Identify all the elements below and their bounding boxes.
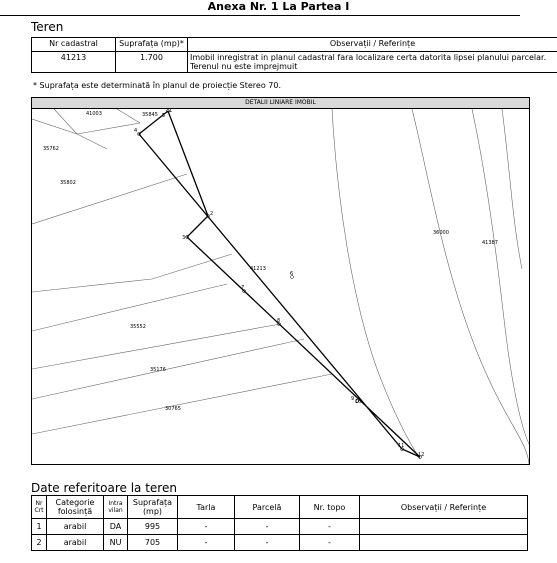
parcel-line [412,109,529,464]
map-header: DETALII LINIARE IMOBIL [31,97,530,109]
header-suprafata: Suprafața (mp)* [116,38,188,52]
vertex-label: 1 [169,108,173,114]
label-parcel-36000: 36000 [433,230,449,236]
label-parcel-41213: 41213 [250,266,266,272]
table-row [32,519,528,535]
title-rule [0,15,520,16]
parcel-line [332,109,420,459]
label-parcel-35845: 35845 [142,112,158,118]
vertex-label: 4 [134,128,138,134]
header-categorie: Categorie folosință [47,496,104,519]
label-parcel-41003: 41003 [86,111,102,117]
header-nr-crt: Nr Crt [32,496,47,519]
teren-table [31,37,557,73]
label-parcel-30765: 30765 [165,406,181,412]
label-parcel-35802: 35802 [60,180,76,186]
intravilan-cell: DA [104,519,128,535]
header-observatii: Observații / Referințe [360,496,528,519]
observatii-text-1: Imobil inregistrat in planul cadastral fara localizare certa datorita lipsei planului parcelar. [190,53,547,62]
parcel-line [32,324,280,369]
header-nr-topo: Nr. topo [300,496,360,519]
suprafata-cell: 1.700 [116,52,188,73]
nr-cell: 2 [32,535,47,551]
parcel-41213-boundary [139,108,420,457]
vertex-label: 6 [290,271,294,277]
parcel-line [32,339,304,399]
intravilan-cell: NU [104,535,128,551]
vertex-label: 7 [241,285,245,291]
teren-section-title: Teren [31,20,64,34]
categorie-cell: arabil [47,535,104,551]
header-tarla: Tarla [178,496,235,519]
parcel-line [32,174,187,224]
date-referitoare-title: Date referitoare la teren [31,481,177,495]
header-suprafata: Suprafața (mp) [128,496,178,519]
observatii-cell [360,535,528,551]
parcela-cell: - [235,535,300,551]
map-drawing [32,109,529,464]
label-parcel-35176: 35176 [150,367,166,373]
vertex-label: 8 [277,318,281,324]
suprafata-cell: 995 [128,519,178,535]
label-parcel-35762: 35762 [43,146,59,152]
suprafata-note: * Suprafața este determinată în planul de proiecție Stereo 70. [33,81,282,90]
parcel-line [502,109,522,269]
parcel-line [32,254,232,292]
vertex-label: 10 [355,399,362,405]
cadastral-map [31,108,530,465]
label-parcel-41387: 41387 [482,240,498,246]
teren-row [32,52,557,73]
table-row [32,535,528,551]
page-title: Anexa Nr. 1 La Partea I [207,0,350,13]
nr-cell: 1 [32,519,47,535]
categorie-cell: arabil [47,519,104,535]
header-intravilan: Intra vilan [104,496,128,519]
header-nr-cadastral: Nr cadastral [32,38,116,52]
tarla-cell: - [178,535,235,551]
nr-cadastral-cell: 41213 [32,52,116,73]
parcel-line [32,374,332,434]
vertex-label: 9 [351,396,355,402]
vertex-label: 5 [162,113,166,119]
observatii-cell [360,519,528,535]
parcel-line [472,109,529,444]
tarla-cell: - [178,519,235,535]
header-observatii: Observații / Referințe [188,38,557,52]
label-parcel-35552: 35552 [130,324,146,330]
header-parcela: Parcelă [235,496,300,519]
parcel-line [117,109,140,123]
observatii-text-2: Terenul nu este imprejmuit [190,62,298,71]
parcel-line [77,123,140,134]
observatii-cell [188,52,557,73]
suprafata-cell: 705 [128,535,178,551]
vertex-label: 3 [182,235,186,241]
date-referitoare-table [31,495,528,551]
vertex-label: 11 [398,443,405,449]
parcel-line [32,119,107,149]
vertex-label: 2 [210,211,214,217]
vertex-label: 12 [418,452,425,458]
neighbor-parcels [32,109,529,464]
parcela-cell: - [235,519,300,535]
topo-cell: - [300,535,360,551]
topo-cell: - [300,519,360,535]
